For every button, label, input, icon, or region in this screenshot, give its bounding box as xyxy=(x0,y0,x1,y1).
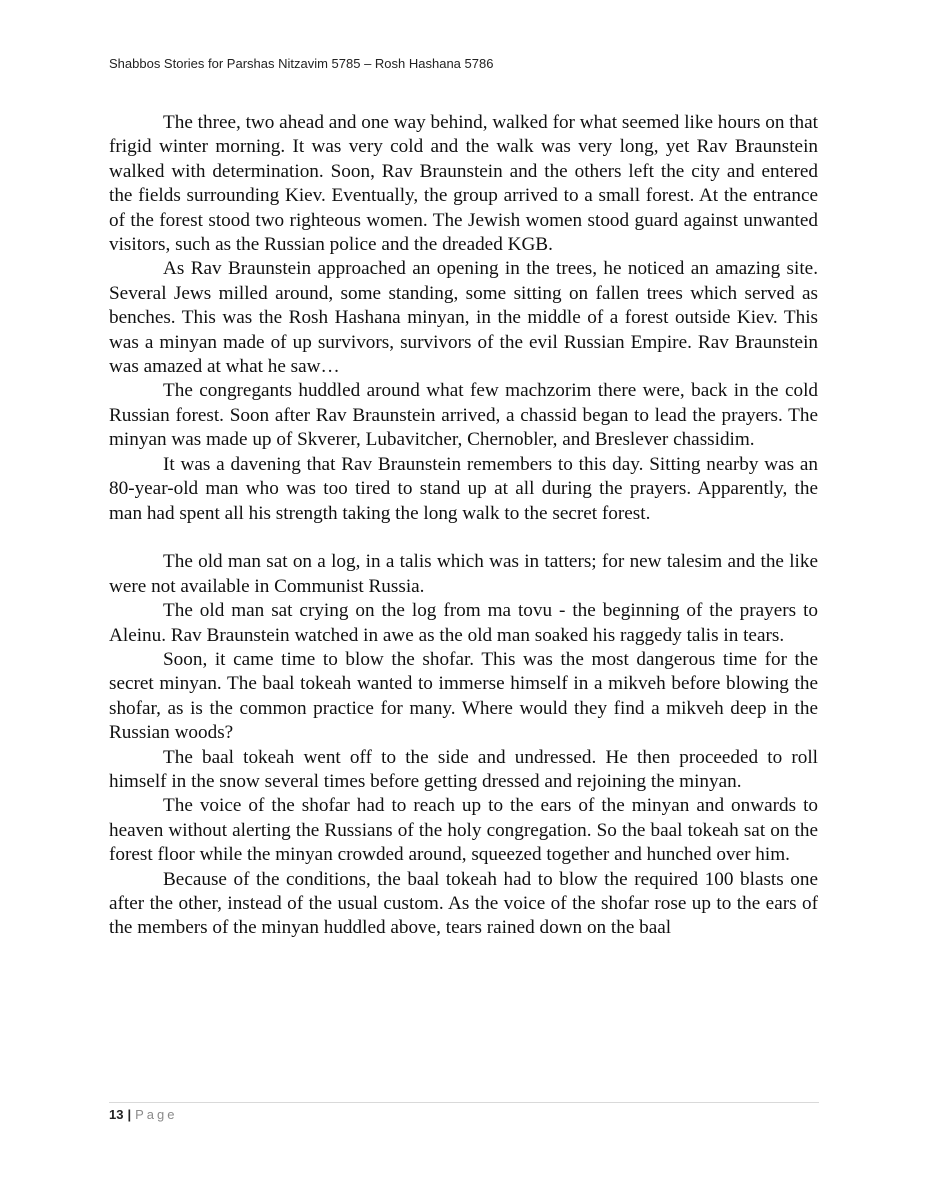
paragraph: The three, two ahead and one way behind, walked for what seemed like hours on that frigid winter morning. It was very cold and the walk was very long, yet Rav Braunstein walked with determination. Soon, Rav Braunstein and the others left the city and entered the fields surrounding Kiev. Eventually, the group arrived to a small forest. At the entrance of the forest stood two righteous women. The Jewish women stood guard against unwanted visitors, such as the Russian police and the dreaded KGB. xyxy=(109,112,818,256)
paragraph: The congregants huddled around what few machzorim there were, back in the cold Russian forest. Soon after Rav Braunstein arrived, a chassid began to lead the prayers. The minyan was made up of Skverer, Lubavitcher, Chernobler, and Breslever chassidim. xyxy=(109,380,818,451)
paragraph: Because of the conditions, the baal tokeah had to blow the required 100 blasts one after the other, instead of the usual custom. As the voice of the shofar rose up to the ears of the members of the minyan huddled above, tears rained down on the baal xyxy=(109,868,818,939)
footer-divider xyxy=(109,1102,819,1103)
body-text xyxy=(109,111,818,941)
paragraph: The voice of the shofar had to reach up to the ears of the minyan and onwards to heaven without alerting the Russians of the holy congregation. So the baal tokeah sat on the forest floor while the minyan crowded around, squeezed together and hunched over him. xyxy=(109,795,818,866)
paragraph: As Rav Braunstein approached an opening in the trees, he noticed an amazing site. Several Jews milled around, some standing, some sitting on fallen trees which served as benches. This was the Rosh Hashana minyan, in the middle of a forest outside Kiev. This was a minyan made of up survivors, survivors of the evil Russian Empire. Rav Braunstein was amazed at what he saw… xyxy=(109,258,818,378)
running-header: Shabbos Stories for Parshas Nitzavim 5785 – Rosh Hashana 5786 xyxy=(109,56,494,71)
paragraph: The old man sat on a log, in a talis which was in tatters; for new talesim and the like were not available in Communist Russia. xyxy=(109,551,818,597)
paragraph: Soon, it came time to blow the shofar. This was the most dangerous time for the secret minyan. The baal tokeah wanted to immerse himself in a mikveh before blowing the shofar, as is the common practice for many. Where would they find a mikveh deep in the Russian woods? xyxy=(109,648,818,744)
footer-separator: | xyxy=(127,1107,132,1122)
paragraph: The baal tokeah went off to the side and undressed. He then proceeded to roll himself in the snow several times before getting dressed and rejoining the minyan. xyxy=(109,746,818,792)
paragraph: The old man sat crying on the log from ma tovu - the beginning of the prayers to Aleinu. Rav Braunstein watched in awe as the old man soaked his raggedy talis in tears. xyxy=(109,600,818,646)
paragraph: It was a davening that Rav Braunstein remembers to this day. Sitting nearby was an 80-year-old man who was too tired to stand up at all during the prayers. Apparently, the man had spent all his strength taking the long walk to the secret forest. xyxy=(109,453,818,524)
page-number: 13 xyxy=(109,1107,124,1122)
page-footer xyxy=(109,1107,177,1122)
page-label: Page xyxy=(135,1107,178,1122)
